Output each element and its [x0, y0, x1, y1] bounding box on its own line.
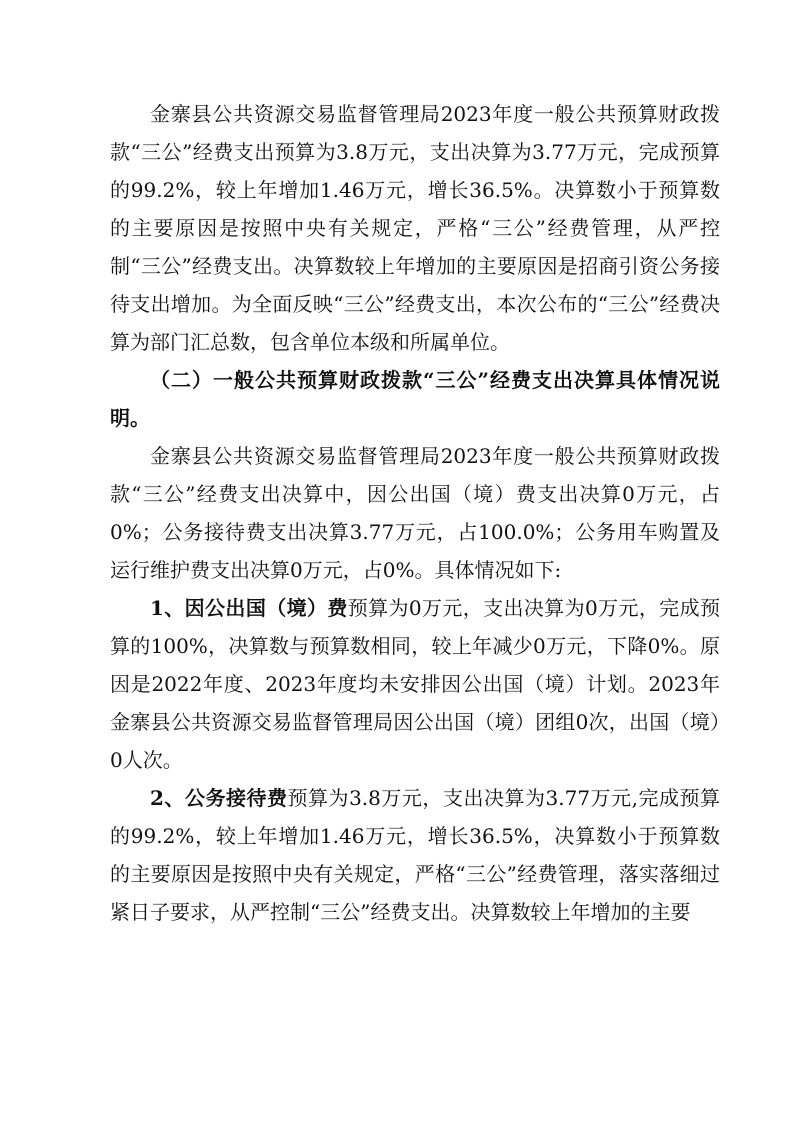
- overseas-expense-lead: 1、因公出国（境）费: [150, 596, 348, 620]
- paragraph-budget-summary: 金寨县公共资源交易监督管理局2023年度一般公共预算财政拨款“三公”经费支出预算为3.8万元，支出决算为3.77万元，完成预算的99.2%，较上年增加1.46万元，增长36.5%。决算数小于预算数的主要原因是按照中央有关规定，严格“三公”经费管理，从严控制“三公”经费支出。决算数较上年增加的主要原因是招商引资公务接待支出增加。为全面反映“三公”经费支出，本次公布的“三公”经费决算为部门汇总数，包含单位本级和所属单位。: [110, 102, 720, 354]
- paragraph-reception-expense: [110, 779, 720, 931]
- overseas-expense-body: 预算为0万元，支出决算为0万元，完成预算的100%，决算数与预算数相同，较上年减少0万元，下降0%。原因是2022年度、2023年度均未安排因公出国（境）计划。2023年金寨县公共资源交易监督管理局因公出国（境）团组0次，出国（境）0人次。: [110, 596, 720, 772]
- paragraph-breakdown: 金寨县公共资源交易监督管理局2023年度一般公共预算财政拨款“三公”经费支出决算中，因公出国（境）费支出决算0万元，占0%；公务接待费支出决算3.77万元，占100.0%；公务用车购置及运行维护费支出决算0万元，占0%。具体情况如下:: [110, 444, 720, 582]
- section-heading: （二）一般公共预算财政拨款“三公”经费支出决算具体情况说明。: [110, 368, 720, 430]
- document-page: [110, 95, 720, 931]
- reception-expense-lead: 2、公务接待费: [150, 786, 288, 810]
- paragraph-overseas-expense: [110, 589, 720, 779]
- reception-expense-body: 预算为3.8万元，支出决算为3.77万元,完成预算的99.2%，较上年增加1.46万元，增长36.5%，决算数小于预算数的主要原因是按照中央有关规定，严格“三公”经费管理，落实落细过紧日子要求，从严控制“三公”经费支出。决算数较上年增加的主要: [110, 786, 721, 924]
